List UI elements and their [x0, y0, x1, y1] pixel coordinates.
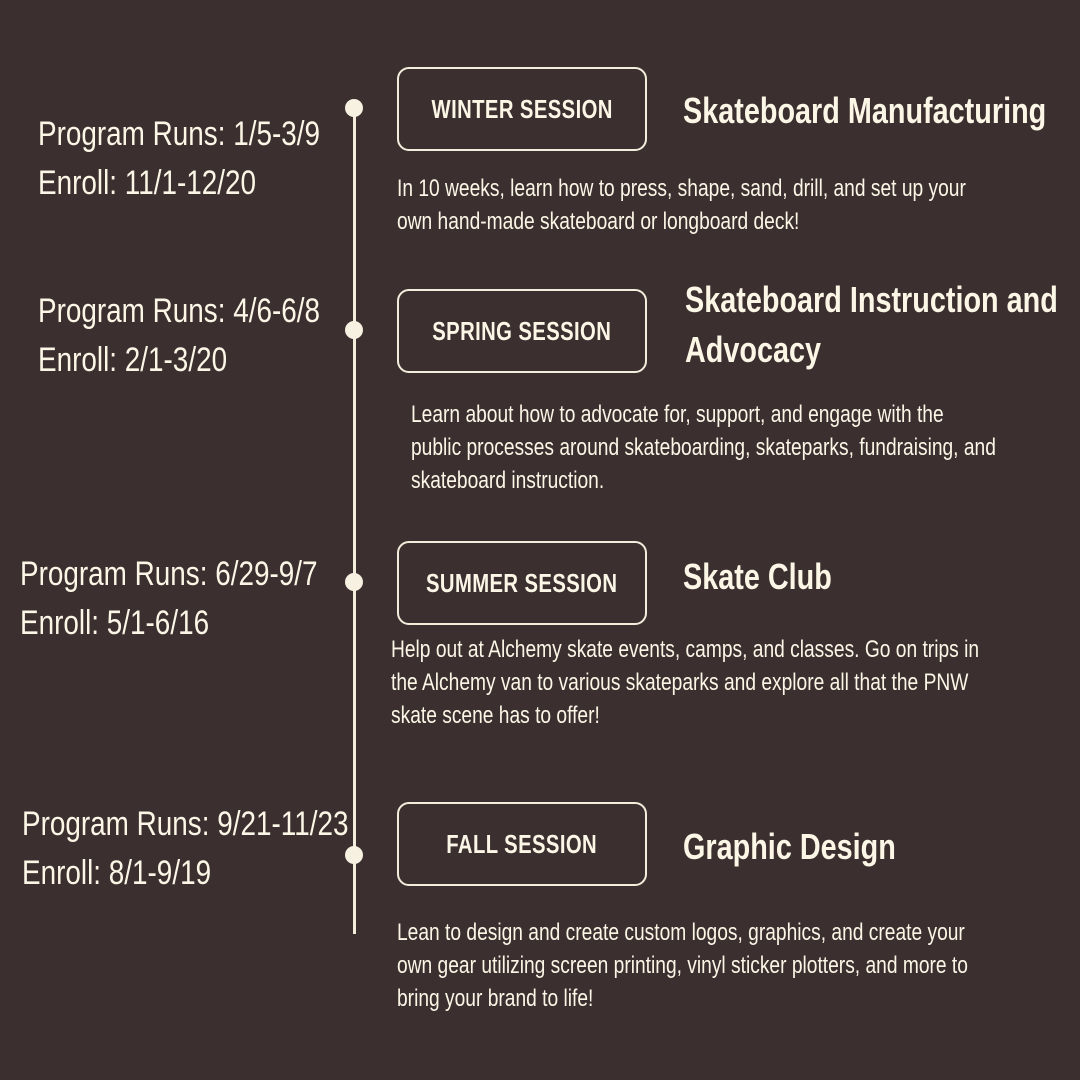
- program-title-summer: [683, 552, 832, 602]
- program-title-line: Skateboard Manufacturing: [683, 90, 1047, 131]
- description-spring: [411, 398, 996, 497]
- program-title-line: Skate Club: [683, 556, 832, 597]
- enroll-dates: Enroll: 8/1-9/19: [22, 854, 212, 892]
- program-title-line: Advocacy: [685, 329, 822, 370]
- program-title-winter: [683, 86, 1046, 136]
- description-line: Lean to design and create custom logos, graphics, and create your: [397, 919, 965, 946]
- program-title-fall: [683, 822, 896, 872]
- description-line: public processes around skateboarding, skateparks, fundraising, and: [411, 434, 996, 461]
- timeline-dot-summer: [345, 573, 363, 591]
- dates-spring: [38, 287, 320, 385]
- description-winter: [397, 172, 966, 238]
- program-runs: Program Runs: 1/5-3/9: [38, 115, 321, 153]
- session-label: SPRING SESSION: [432, 315, 612, 346]
- enroll-dates: Enroll: 5/1-6/16: [20, 604, 210, 642]
- dates-winter: [38, 110, 320, 208]
- session-box-summer: [397, 541, 647, 625]
- description-line: skate scene has to offer!: [391, 702, 600, 729]
- dates-summer: [20, 550, 318, 648]
- description-summer: [391, 633, 979, 732]
- enroll-dates: Enroll: 11/1-12/20: [38, 164, 257, 202]
- session-label: SUMMER SESSION: [426, 567, 618, 598]
- program-runs: Program Runs: 6/29-9/7: [20, 555, 318, 593]
- session-box-winter: [397, 67, 647, 151]
- timeline-dot-winter: [345, 99, 363, 117]
- program-runs: Program Runs: 9/21-11/23: [22, 805, 349, 843]
- description-line: the Alchemy van to various skateparks and explore all that the PNW: [391, 669, 969, 696]
- timeline-dot-spring: [345, 321, 363, 339]
- program-runs: Program Runs: 4/6-6/8: [38, 292, 321, 330]
- description-line: Learn about how to advocate for, support, and engage with the: [411, 401, 944, 428]
- session-box-spring: [397, 289, 647, 373]
- description-line: own gear utilizing screen printing, vinyl sticker plotters, and more to: [397, 952, 968, 979]
- description-line: In 10 weeks, learn how to press, shape, sand, drill, and set up your: [397, 175, 966, 202]
- session-box-fall: [397, 802, 647, 886]
- program-title-spring: [685, 275, 1058, 375]
- session-label: FALL SESSION: [446, 828, 598, 859]
- program-title-line: Graphic Design: [683, 826, 896, 867]
- description-line: skateboard instruction.: [411, 467, 605, 494]
- dates-fall: [22, 800, 348, 898]
- session-label: WINTER SESSION: [431, 93, 613, 124]
- description-line: Help out at Alchemy skate events, camps, and classes. Go on trips in: [391, 636, 980, 663]
- enroll-dates: Enroll: 2/1-3/20: [38, 341, 228, 379]
- timeline-line: [353, 106, 356, 934]
- description-fall: [397, 916, 968, 1015]
- program-title-line: Skateboard Instruction and: [685, 279, 1058, 320]
- description-line: bring your brand to life!: [397, 985, 594, 1012]
- description-line: own hand-made skateboard or longboard deck!: [397, 208, 800, 235]
